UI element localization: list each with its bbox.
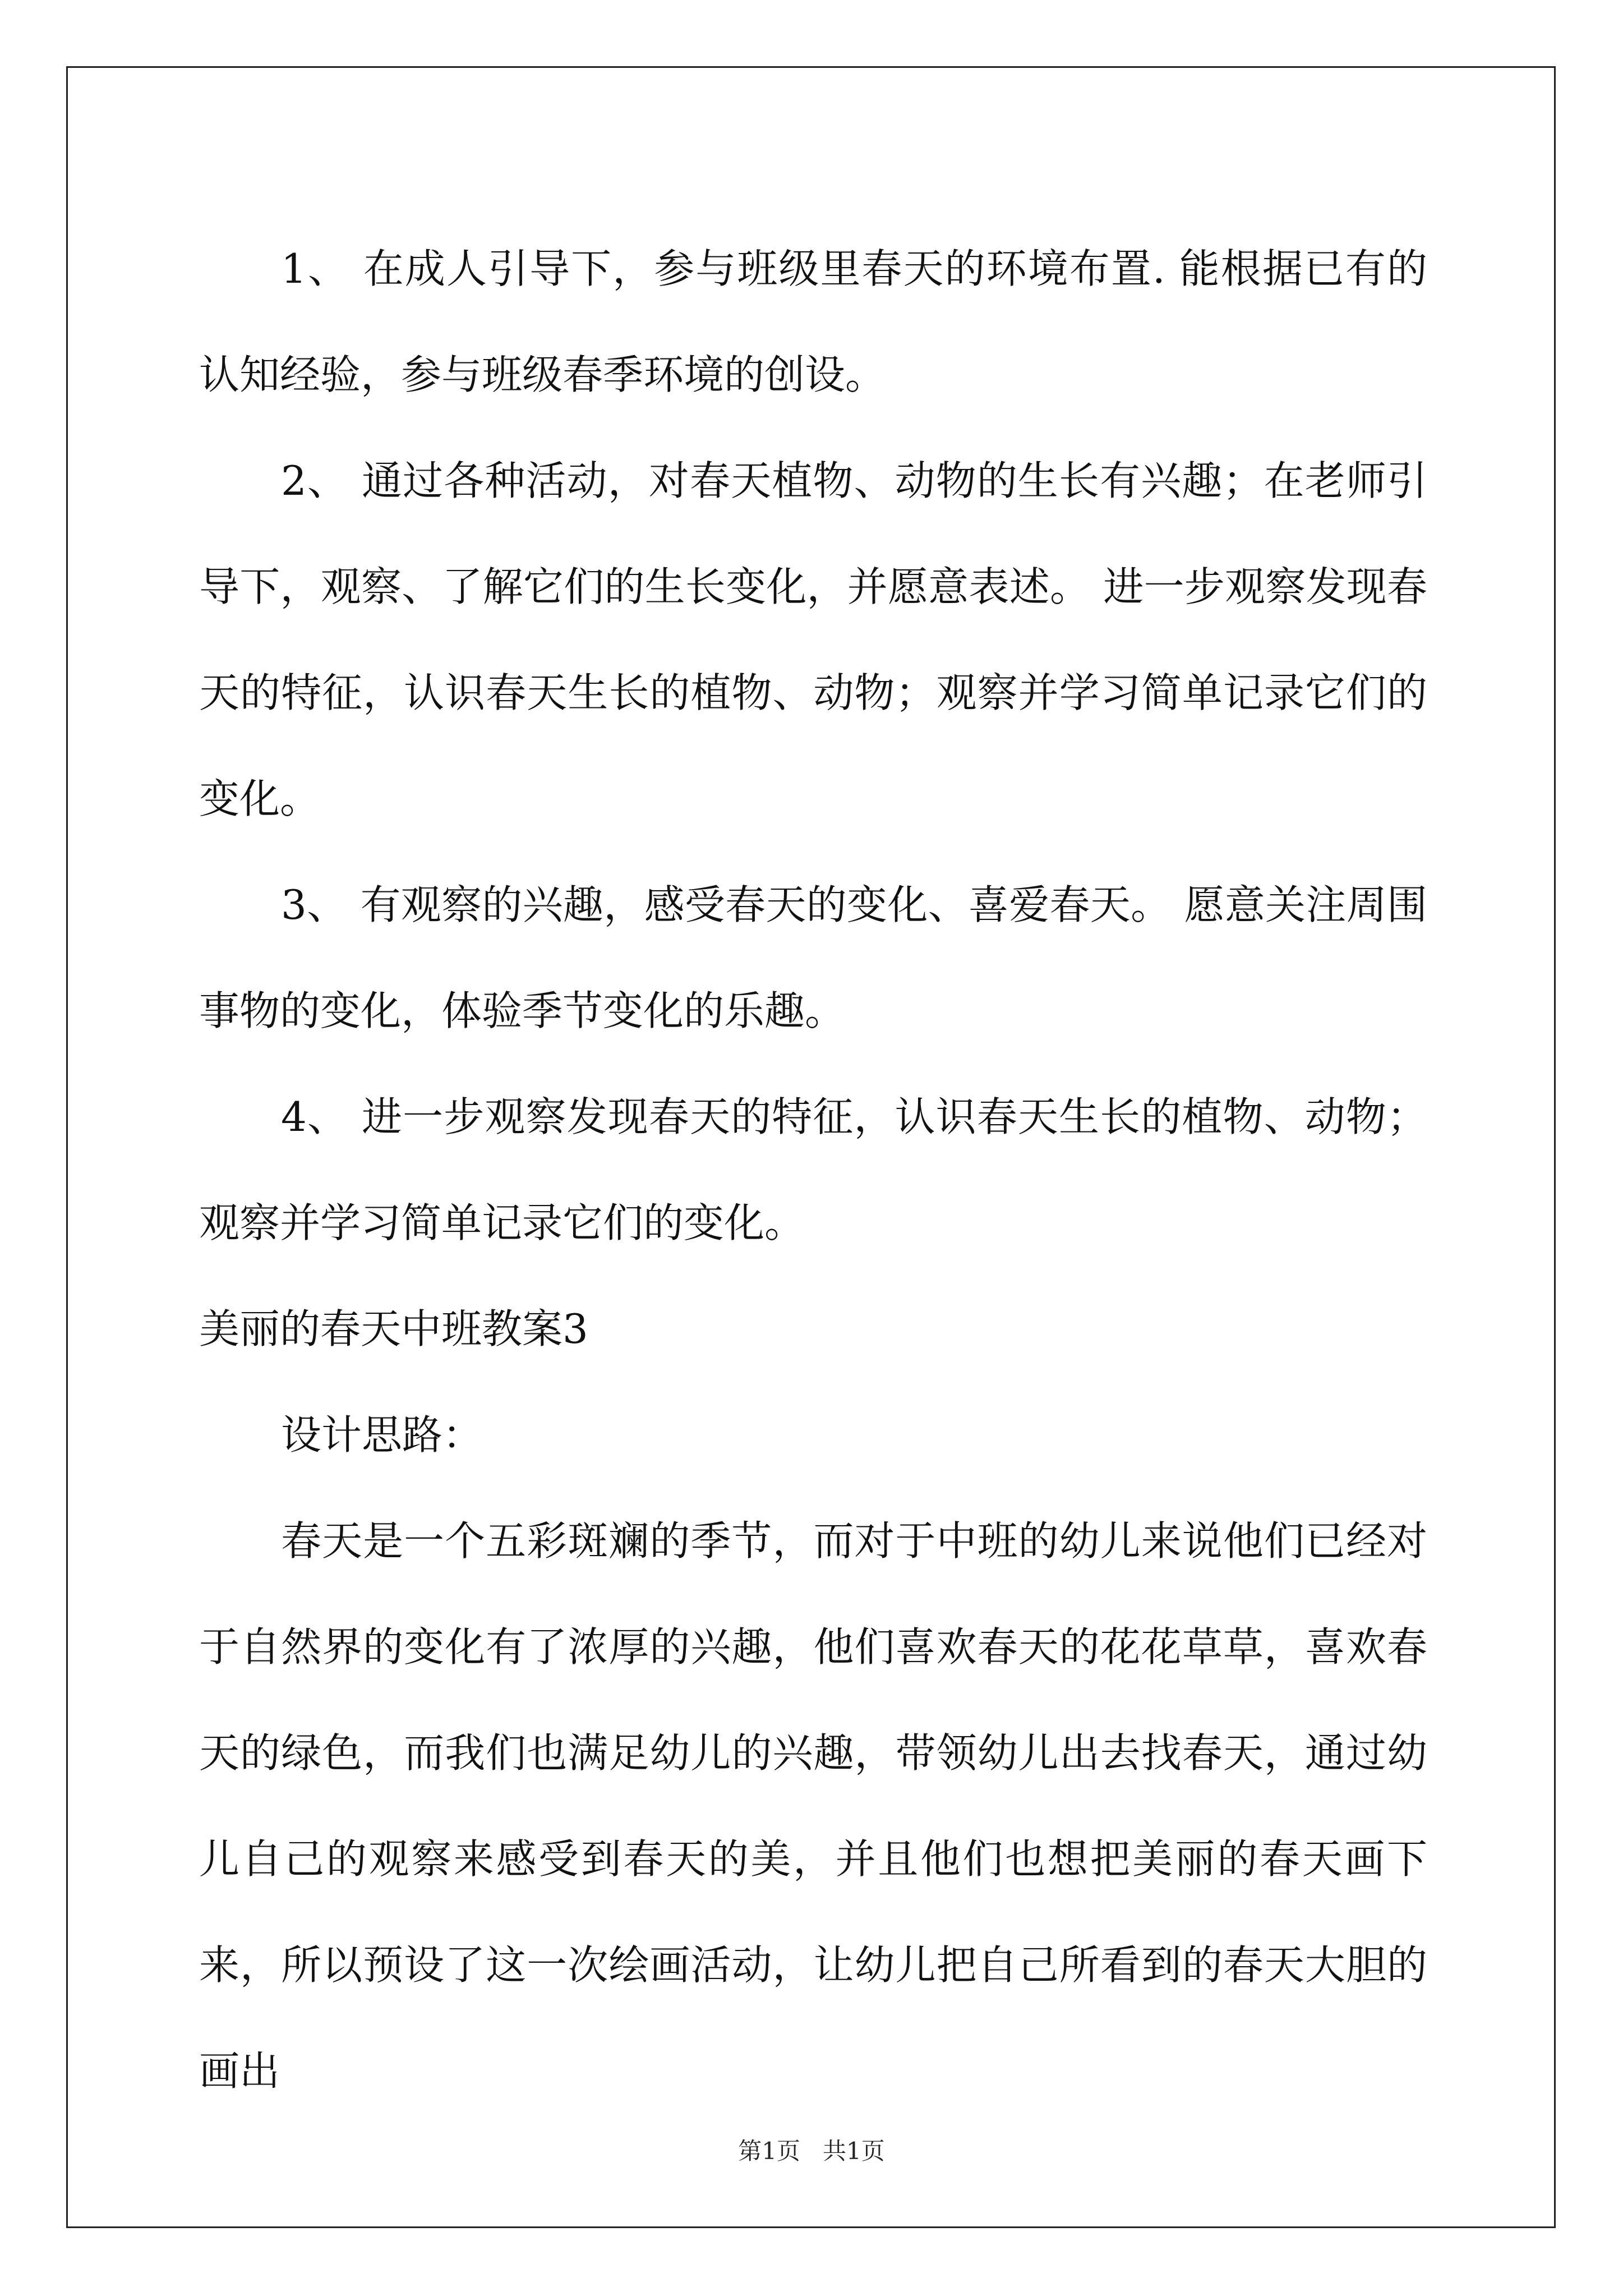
paragraph-item-1: 1、 在成人引导下，参与班级里春天的环境布置. 能根据已有的认知经验，参与班级春季环境的创设。 (199, 245, 1427, 398)
paragraph-item-3: 3、 有观察的兴趣，感受春天的变化、喜爱春天。 愿意关注周围事物的变化，体验季节变化的乐趣。 (199, 881, 1427, 1034)
paragraph-item-2: 2、 通过各种活动，对春天植物、动物的生长有兴趣；在老师引导下，观察、了解它们的生长变化，并愿意表述。 进一步观察发现春天的特征，认识春天生长的植物、动物；观察并学习简单记录它们的变化。 (199, 457, 1427, 822)
page-footer: 第1页 共1页 (738, 2137, 885, 2165)
paragraph-item-4: 4、 进一步观察发现春天的特征，认识春天生长的植物、动物；观察并学习简单记录它们的变化。 (199, 1093, 1427, 1246)
subheading: 设计思路： (281, 1411, 483, 1458)
document-body (199, 216, 1427, 2124)
body-paragraph: 春天是一个五彩斑斓的季节，而对于中班的幼儿来说他们已经对于自然界的变化有了浓厚的兴趣，他们喜欢春天的花花草草，喜欢春天的绿色，而我们也满足幼儿的兴趣，带领幼儿出去找春天，通过幼儿自己的观察来感受到春天的美，并且他们也想把美丽的春天画下来，所以预设了这一次绘画活动，让幼儿把自己所看到的春天大胆的画出 (199, 1517, 1427, 2095)
section-title: 美丽的春天中班教案3 (199, 1305, 588, 1352)
